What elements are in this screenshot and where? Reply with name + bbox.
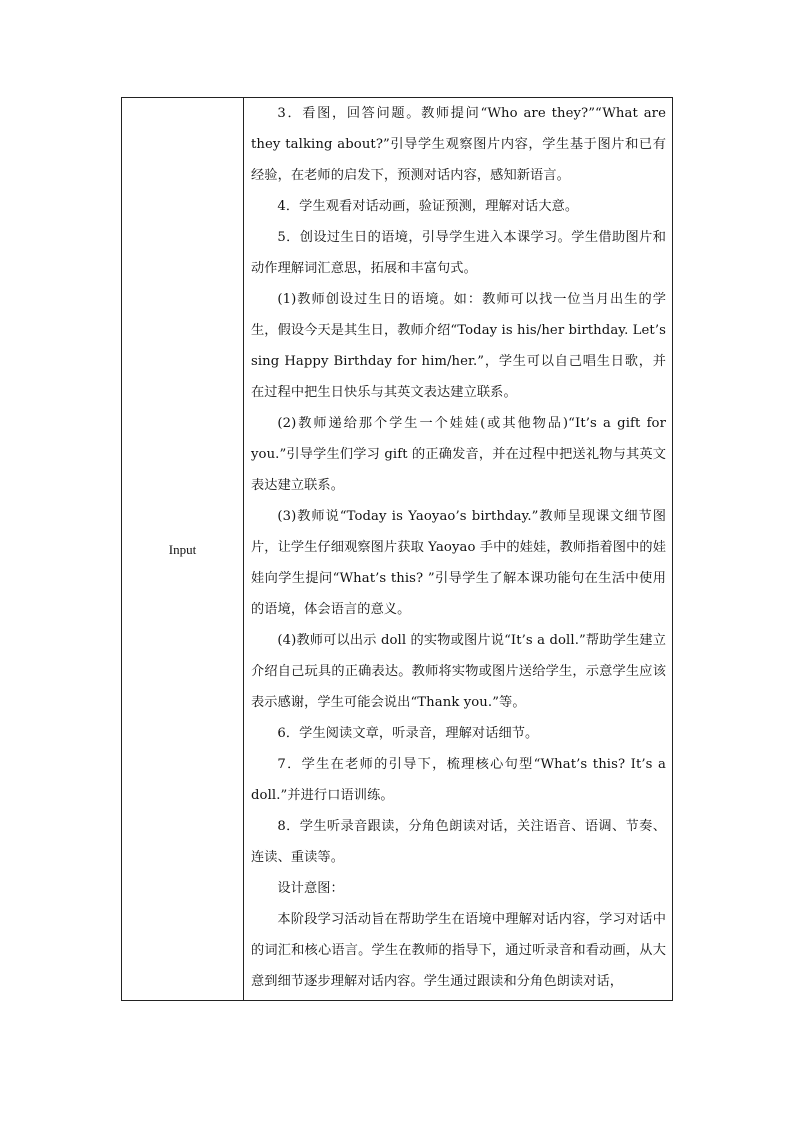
step-7-paragraph: 7．学生在老师的引导下，梳理核心句型“What’s this? It’s a doll.”并进行口语训练。 [251, 757, 666, 803]
activity-content-cell [244, 98, 672, 1000]
row-label-cell [122, 98, 244, 1000]
step-5-2-paragraph: (2)教师递给那个学生一个娃娃(或其他物品)“It’s a gift for you.”引导学生们学习 gift 的正确发音，并在过程中把送礼物与其英文表达建立联系。 [251, 416, 666, 493]
step-5-4-paragraph: (4)教师可以出示 doll 的实物或图片说“It’s a doll.”帮助学生建立介绍自己玩具的正确表达。教师将实物或图片送给学生，示意学生应该表示感谢，学生可能会说出“Thank you.”等。 [251, 633, 666, 710]
step-8-paragraph: 8．学生听录音跟读，分角色朗读对话，关注语音、语调、节奏、连读、重读等。 [251, 819, 666, 865]
step-4-paragraph: 4．学生观看对话动画，验证预测，理解对话大意。 [277, 199, 579, 214]
row-label: Input [168, 542, 197, 557]
step-6-paragraph: 6．学生阅读文章，听录音，理解对话细节。 [277, 726, 539, 741]
step-5-3-paragraph: (3)教师说“Today is Yaoyao’s birthday.”教师呈现课文细节图片，让学生仔细观察图片获取 Yaoyao 手中的娃娃，教师指着图中的娃娃向学生提问“What’s this? ”引导学生了解本课功能句在生活中使用的语境，体会语言的意义。 [251, 509, 666, 617]
step-5-1-paragraph: (1)教师创设过生日的语境。如：教师可以找一位当月出生的学生，假设今天是其生日，教师介绍“Today is his/her birthday. Let’s sing Happy Birthday for him/her.”，学生可以自己唱生日歌，并在过程中把生日快乐与其英文表达建立联系。 [251, 292, 666, 400]
step-5-paragraph: 5．创设过生日的语境，引导学生进入本课学习。学生借助图片和动作理解词汇意思，拓展和丰富句式。 [251, 230, 666, 276]
lesson-plan-table [121, 97, 673, 1001]
design-intent-paragraph: 本阶段学习活动旨在帮助学生在语境中理解对话内容，学习对话中的词汇和核心语言。学生在教师的指导下，通过听录音和看动画，从大意到细节逐步理解对话内容。学生通过跟读和分角色朗读对话， [251, 912, 666, 989]
design-intent-heading: 设计意图： [277, 881, 344, 896]
step-3-paragraph: 3．看图，回答问题。教师提问“Who are they?”“What are they talking about?”引导学生观察图片内容，学生基于图片和已有经验，在老师的启发下，预测对话内容，感知新语言。 [251, 106, 666, 183]
